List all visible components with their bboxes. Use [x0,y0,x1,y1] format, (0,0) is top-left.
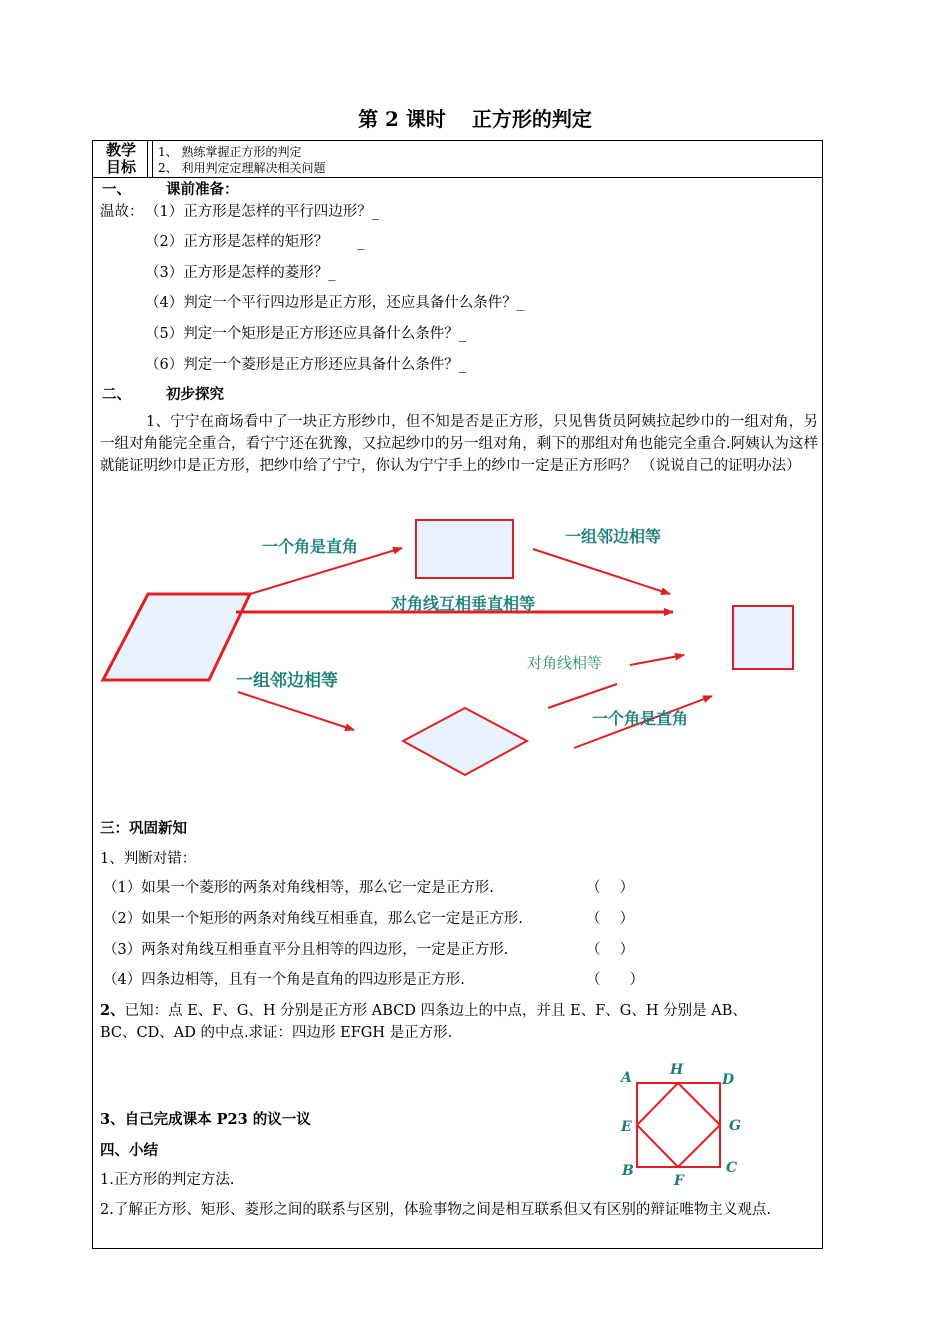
section2-number: 二、 [102,386,131,403]
point-a-label: A [621,1070,632,1086]
label-rect-to-square: 一组邻边相等 [565,527,662,546]
point-b-label: B [622,1163,634,1179]
proof-question-line2: BC、CD、AD 的中点.求证：四边形 EFGH 是正方形. [100,1025,453,1041]
point-f-label: F [674,1173,684,1189]
goal-item: 2、 利用判定定理解决相关问题 [158,161,326,175]
lesson-topic: 正方形的判定 [471,107,592,131]
proof-question-line1 [100,1001,747,1021]
judgement-answer-blank[interactable]: （ ） [586,972,644,988]
figure-square-abcd [637,1083,720,1167]
point-e-label: E [621,1119,632,1135]
arrow-rect-diag-lower [548,684,617,708]
section4-heading: 四、小结 [100,1142,158,1159]
figure-square-efgh [637,1083,720,1167]
section2-heading: 初步探究 [166,386,224,403]
point-c-label: C [726,1160,738,1176]
goals-label-line1: 教学 [105,141,136,159]
summary-item: 1.正方形的判定方法. [100,1172,235,1188]
label-para-to-rect: 一个角是直角 [262,537,359,556]
judgement-answer-blank[interactable]: （ ） [586,880,635,896]
review-question: （4）判定一个平行四边形是正方形，还应具备什么条件？_ [145,295,524,311]
judgement-title: 1、判断对错： [100,851,197,867]
section1-heading: 课前准备： [166,181,239,198]
label-para-to-rhombus: 一组邻边相等 [236,671,338,691]
exploration-paragraph: 1、宁宁在商场看中了一块正方形纱巾，但不知是否是正方形，只见售货员阿姨拉起纱巾的一组对角，另一组对角能完全重合，看宁宁还在犹豫，又拉起纱巾的另一组对角，剩下的那组对角也能完全重合.阿姨认为这样就能证明纱巾是正方形，把纱巾给了宁宁，你认为宁宁手上的纱巾一定是正方形吗？ （说说自己的证明办法） [100,414,818,474]
judgement-statement: （2）如果一个矩形的两条对角线互相垂直，那么它一定是正方形. [103,911,523,927]
review-question: （3）正方形是怎样的菱形？_ [145,265,336,281]
arrow-para-to-rhombus [238,692,354,730]
review-question: （2）正方形是怎样的矩形？ _ [145,234,365,250]
textbook-task: 3、自己完成课本 P23 的议一议 [100,1111,311,1128]
proof-question-number: 2、 [100,1002,125,1019]
judgement-statement: （1）如果一个菱形的两条对角线相等，那么它一定是正方形. [103,880,494,896]
review-prefix: 温故： [100,204,144,220]
summary-item: 2.了解正方形、矩形、菱形之间的联系与区别，体验事物之间是相互联系但又有区别的辩证唯物主义观点. [100,1202,771,1218]
judgement-statement: （4）四条边相等，且有一个角是直角的四边形是正方形. [103,972,465,988]
label-rhombus-to-square: 一个角是直角 [592,709,689,728]
rhombus-shape [403,708,527,775]
lesson-number: 第 2 课时 [358,107,446,131]
review-question: （6）判定一个菱形是正方形还应具备什么条件？_ [145,357,466,373]
section1-number: 一、 [102,181,131,198]
judgement-answer-blank[interactable]: （ ） [586,942,635,958]
label-rect-diag: 对角线相等 [527,654,603,672]
judgement-statement: （3）两条对角线互相垂直平分且相等的四边形，一定是正方形. [103,942,509,958]
point-h-label: H [670,1062,684,1078]
point-d-label: D [722,1072,735,1088]
parallelogram-shape [103,594,250,680]
arrow-rect-to-square [533,549,670,594]
square-shape [733,606,793,669]
point-g-label: G [729,1118,741,1134]
label-para-to-square: 对角线互相垂直相等 [391,594,536,613]
review-question: （5）判定一个矩形是正方形还应具备什么条件？_ [145,326,466,342]
arrow-rect-diag-upper [630,655,684,665]
review-question: （1）正方形是怎样的平行四边形？_ [145,204,379,220]
rectangle-shape [416,520,513,578]
goal-item: 1、 熟练掌握正方形的判定 [158,145,302,159]
proof-question-text: 已知：点 E、F、G、H 分别是正方形 ABCD 四条边上的中点，并且 E、F、G、H 分别是 AB、 [124,1003,747,1019]
goals-label-line2: 目标 [105,158,136,176]
judgement-answer-blank[interactable]: （ ） [586,911,635,927]
section3-heading: 三：巩固新知 [100,820,187,837]
